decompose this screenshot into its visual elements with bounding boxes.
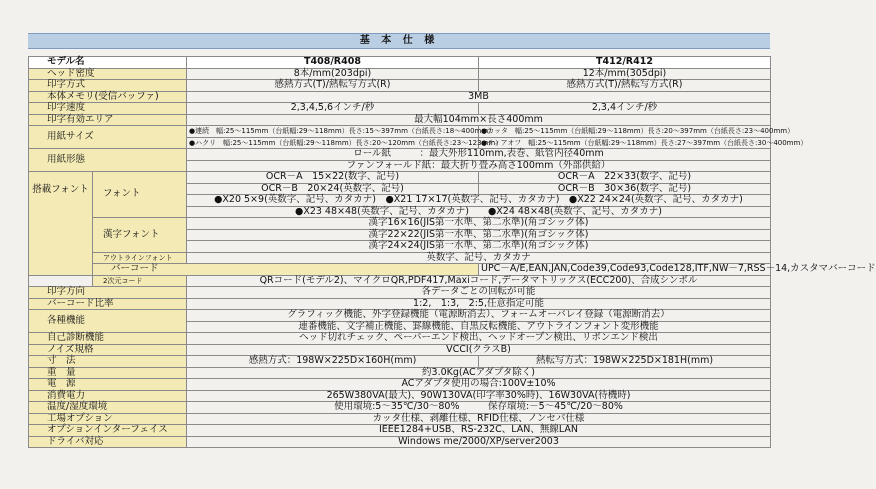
paper-size-peel: ●ハクリ 幅:25～115mm（台紙幅:29～118mm）長さ:20～120mm（台紙長さ:23～123mm） xyxy=(187,137,479,149)
table-row xyxy=(29,425,771,437)
paper-size-cutter: ●カッタ 幅:25～115mm（台紙幅:29～118mm）長さ:20～397mm（台紙長さ:23～400mm） xyxy=(479,126,771,138)
table-row xyxy=(29,103,771,115)
driver-value: Windows me/2000/XP/server2003 xyxy=(187,436,771,448)
spec-title: 基 本 仕 様 xyxy=(28,33,770,49)
print-direction-label: 印字方向 xyxy=(29,287,187,299)
kanji-font-24: 漢字24×24(JIS第一水準、第二水準)(角ゴシック体) xyxy=(187,241,771,253)
memory-value: 3MB xyxy=(187,91,771,103)
font-ocra-2: OCR－A 22×33(数字、記号) xyxy=(479,172,771,184)
table-row xyxy=(29,126,771,138)
factory-option-value: カッタ仕様、剥離仕様、RFID仕様、ノンセパ仕様 xyxy=(187,413,771,425)
model-name-label: モデル名 xyxy=(29,57,187,69)
builtin-font-label: 搭載フォント xyxy=(29,172,93,276)
font-ocra-1: OCR－A 15×22(数字、記号) xyxy=(187,172,479,184)
head-density-value-1: 8本/mm(203dpi) xyxy=(187,68,479,80)
table-row xyxy=(29,298,771,310)
print-method-value-2: 感熱方式(T)/熱転写方式(R) xyxy=(479,80,771,92)
self-diagnosis-label: 自己診断機能 xyxy=(29,333,187,345)
functions-value-1: グラフィック機能、外字登録機能（電源断消去）、フォームオーバレイ登録（電源断消去） xyxy=(187,310,771,322)
print-method-value-1: 感熱方式(T)/熱転写方式(R) xyxy=(187,80,479,92)
table-row xyxy=(29,413,771,425)
table-row xyxy=(29,57,771,69)
barcode-label: バーコード xyxy=(93,264,479,276)
noise-label: ノイズ規格 xyxy=(29,344,187,356)
dimension-label: 寸 法 xyxy=(29,356,187,368)
interface-label: オプションインターフェイス xyxy=(29,425,187,437)
font-ocrb-1: OCR－B 20×24(英数字、記号) xyxy=(187,183,479,195)
paper-size-continuous: ●連続 幅:25～115mm（台紙幅:29～118mm）長さ:15～397mm（台紙長さ:18～400mm） xyxy=(187,126,479,138)
outline-font-value: 英数字、記号、カタカナ xyxy=(187,252,771,264)
paper-form-roll: ロール紙 ：最大外形110mm,表巻、紙管内径40mm xyxy=(187,149,771,161)
font-bitmap-2: ●X23 48×48(英数字、記号、カタカナ) ●X24 48×48(英数字、記号、カタカナ) xyxy=(187,206,771,218)
table-row xyxy=(29,68,771,80)
functions-value-2: 連番機能、文字補正機能、罫線機能、自黒反転機能、アウトラインフォント変形機能 xyxy=(187,321,771,333)
table-row xyxy=(29,344,771,356)
weight-value: 約3.0Kg(ACアダプタ除く) xyxy=(187,367,771,379)
barcode-ratio-label: バーコード比率 xyxy=(29,298,187,310)
table-row xyxy=(29,402,771,414)
noise-value: VCCI(クラスB) xyxy=(187,344,771,356)
table-row xyxy=(29,310,771,322)
font-ocrb-2: OCR－B 30×36(数字、記号) xyxy=(479,183,771,195)
table-row xyxy=(29,172,771,184)
table-row xyxy=(29,218,771,230)
paper-size-label: 用紙サイズ xyxy=(29,126,187,149)
dimension-value-1: 感熱方式：198W×225D×160H(mm) xyxy=(187,356,479,368)
paper-form-label: 用紙形態 xyxy=(29,149,187,172)
kanji-font-label: 漢字フォント xyxy=(93,218,187,253)
table-row xyxy=(29,436,771,448)
table-row xyxy=(29,333,771,345)
model-name-t408: T408/R408 xyxy=(187,57,479,69)
paper-size-tearoff: ●ティアオフ 幅:25～115mm（台紙幅:29～118mm）長さ:27～397mm（台紙長さ:30～400mm） xyxy=(479,137,771,149)
paper-form-fanfold: ファンフォールド紙：最大折り畳み高さ100mm（外部供給） xyxy=(187,160,771,172)
2d-code-value: QRコード(モデル2)、マイクロQR,PDF417,Maxiコード,データマトリックス(ECC200)、合成シンボル xyxy=(187,275,771,287)
kanji-font-22: 漢字22×22(JIS第一水準、第二水準)(角ゴシック体) xyxy=(187,229,771,241)
power-value: ACアダプタ使用の場合:100V±10% xyxy=(187,379,771,391)
barcode-ratio-value: 1:2, 1:3, 2:5,任意指定可能 xyxy=(187,298,771,310)
head-density-label: ヘッド密度 xyxy=(29,68,187,80)
font-label: フォント xyxy=(93,172,187,218)
consumption-value: 265W380VA(最大)、90W130VA(印字率30%時)、16W30VA(待機時) xyxy=(187,390,771,402)
spec-table xyxy=(28,56,876,448)
interface-value: IEEE1284+USB、RS-232C、LAN、無線LAN xyxy=(187,425,771,437)
table-row xyxy=(29,287,771,299)
driver-label: ドライバ対応 xyxy=(29,436,187,448)
table-row xyxy=(29,149,771,161)
power-label: 電 源 xyxy=(29,379,187,391)
functions-label: 各種機能 xyxy=(29,310,187,333)
memory-label: 本体メモリ(受信バッファ) xyxy=(29,91,187,103)
print-method-label: 印字方式 xyxy=(29,80,187,92)
table-row xyxy=(29,275,771,287)
self-diagnosis-value: ヘッド切れチェック、ペーパーエンド検出、ヘッドオープン検出、リボンエンド検出 xyxy=(187,333,771,345)
table-row xyxy=(29,390,771,402)
consumption-label: 消費電力 xyxy=(29,390,187,402)
print-speed-value-1: 2,3,4,5,6インチ/秒 xyxy=(187,103,479,115)
environment-value: 使用環境:5～35℃/30～80% 保存環境:－5～45℃/20～80% xyxy=(187,402,771,414)
table-row xyxy=(29,264,771,276)
model-name-t412: T412/R412 xyxy=(479,57,771,69)
barcode-value: UPC－A/E,EAN,JAN,Code39,Code93,Code128,ITF,NW－7,RSS－14,カスタマバーコード xyxy=(479,264,771,276)
dimension-value-2: 熱転写方式：198W×225D×181H(mm) xyxy=(479,356,771,368)
head-density-value-2: 12本/mm(305dpi) xyxy=(479,68,771,80)
print-speed-value-2: 2,3,4インチ/秒 xyxy=(479,103,771,115)
table-row xyxy=(29,91,771,103)
print-area-value: 最大幅104mm×長さ400mm xyxy=(187,114,771,126)
table-row xyxy=(29,379,771,391)
table-row xyxy=(29,356,771,368)
table-row xyxy=(29,367,771,379)
2d-code-label: 2次元コード xyxy=(93,275,187,287)
kanji-font-16: 漢字16×16(JIS第一水準、第二水準)(角ゴシック体) xyxy=(187,218,771,230)
table-row xyxy=(29,114,771,126)
weight-label: 重 量 xyxy=(29,367,187,379)
print-speed-label: 印字速度 xyxy=(29,103,187,115)
environment-label: 温度/湿度環境 xyxy=(29,402,187,414)
font-bitmap-1: ●X20 5×9(英数字、記号、カタカナ) ●X21 17×17(英数字、記号、カタカナ) ●X22 24×24(英数字、記号、カタカナ) xyxy=(187,195,771,207)
table-row xyxy=(29,80,771,92)
outline-font-label: アウトラインフォント xyxy=(93,252,187,264)
print-direction-value: 各データごとの回転が可能 xyxy=(187,287,771,299)
table-row xyxy=(29,252,771,264)
factory-option-label: 工場オプション xyxy=(29,413,187,425)
print-area-label: 印字有効エリア xyxy=(29,114,187,126)
